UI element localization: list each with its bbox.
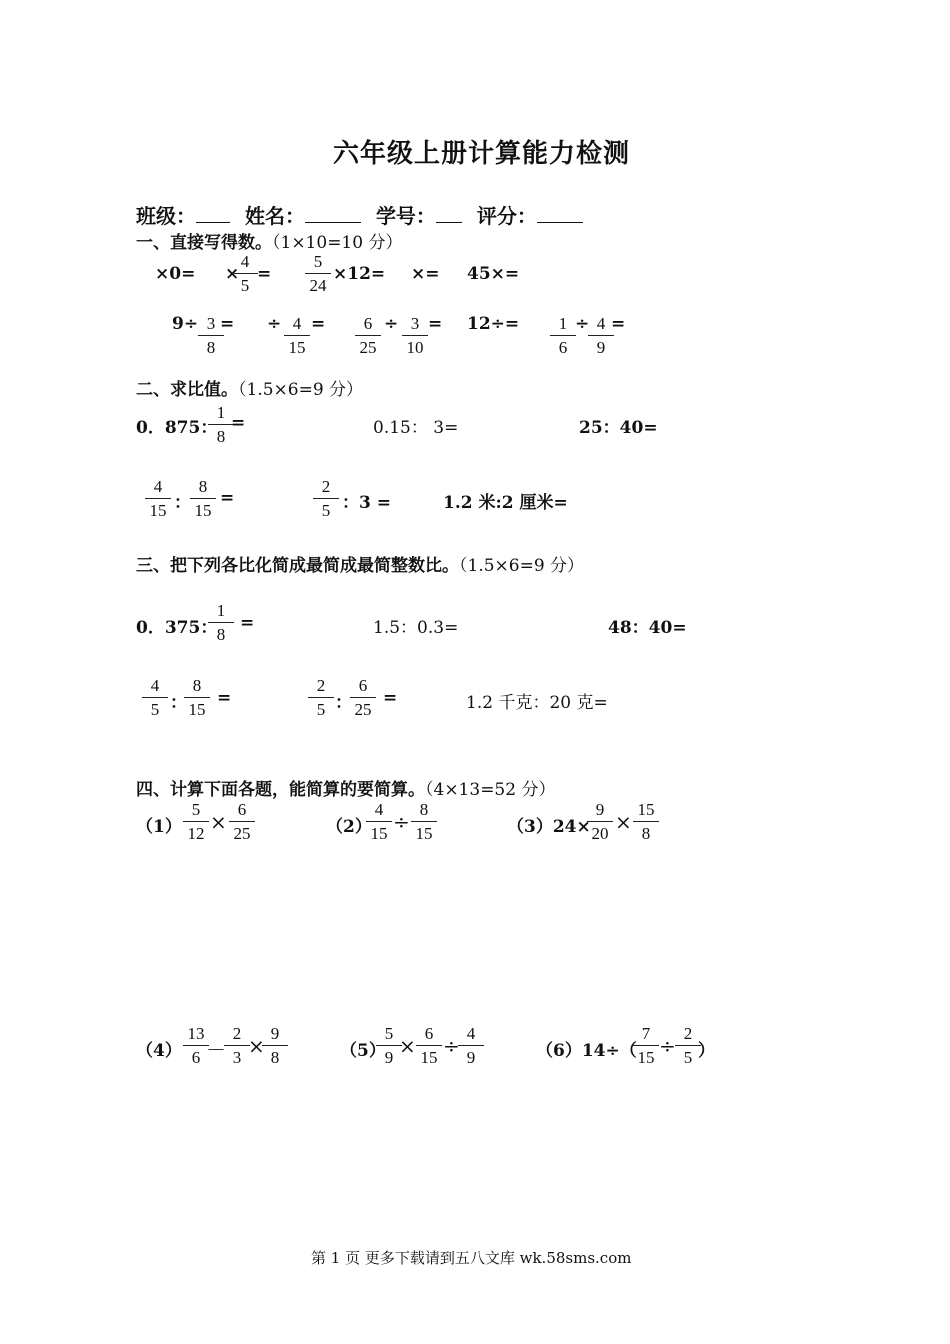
fraction: 15 8 [631,801,661,842]
fraction: 8 15 [182,677,212,718]
fraction: 2 3 [222,1025,252,1066]
s2-item-1: 0．875： [136,418,218,438]
section-2-points: （1.5×6=9 分） [238,380,364,400]
section-4-title: 四、计算下面各题，能简算的要简算。 [136,780,425,800]
fraction: 6 25 [353,315,383,356]
divide-op: ÷ [659,1034,676,1058]
problem-5-label: （5） [340,1041,386,1061]
s3-item-4-op: ： [170,693,187,713]
s1-item-6-eq: = [220,314,235,334]
fraction: 4 9 [456,1025,486,1066]
fraction: 4 15 [143,478,173,519]
fraction: 4 15 [282,315,312,356]
fraction: 1 8 [206,404,236,445]
s1-item-1: ×0= [155,264,196,284]
divide-op: ÷ [393,810,410,834]
fraction: 3 10 [400,315,430,356]
s1-item-5: 45×= [467,264,520,284]
problem-4-label: （4） [136,1041,182,1061]
fraction: 3 8 [196,315,226,356]
fraction: 5 12 [181,801,211,842]
s3-item-5-eq: = [383,688,398,708]
s3-item-1-eq: = [240,613,255,633]
fraction: 9 20 [585,801,615,842]
s2-item-6: 1.2 米:2 厘米= [443,493,568,513]
page-title: 六年级上册计算能力检测 [333,139,631,169]
fraction: 2 5 [306,677,336,718]
fraction: 6 25 [227,801,257,842]
fraction: 7 15 [631,1025,661,1066]
fraction: 4 15 [364,801,394,842]
problem-2-label: （2） [326,817,372,837]
s3-item-2: 1.5：0.3= [373,618,459,638]
fraction: 1 6 [548,315,578,356]
section-2-heading [136,375,363,400]
id-blank[interactable] [436,204,462,223]
s3-item-3: 48：40= [608,618,687,638]
problem-1-label: （1） [136,817,182,837]
s3-item-6: 1.2 千克：20 克= [466,693,608,713]
s2-item-4-op: ： [174,493,191,513]
minus-op: － [206,1038,226,1062]
s3-item-5-op: ： [335,693,352,713]
score-label: 评分： [476,204,537,228]
fraction: 4 5 [230,253,260,294]
problem-6-close: ） [698,1041,715,1061]
s2-item-1-eq: = [231,413,246,433]
fraction: 2 5 [673,1025,703,1066]
problem-3-label: （3）24× [507,817,591,837]
fraction: 4 5 [140,677,170,718]
s1-item-8-op: ÷ [384,314,399,334]
fraction: 2 5 [311,478,341,519]
section-4-heading [136,775,555,800]
fraction: 6 25 [348,677,378,718]
fraction: 5 9 [374,1025,404,1066]
fraction: 6 15 [414,1025,444,1066]
class-label: 班级： [136,204,196,228]
fraction: 9 8 [260,1025,290,1066]
times-op: × [248,1034,265,1058]
times-op: × [399,1034,416,1058]
page-footer: 第 1 页 更多下载请到五八文库 wk.58sms.com [311,1249,632,1267]
section-1-heading [136,228,402,253]
times-op: × [615,810,632,834]
divide-op: ÷ [443,1034,460,1058]
s1-item-8-eq: = [428,314,443,334]
s1-item-4: ×= [411,264,440,284]
times-op: × [210,810,227,834]
id-label: 学号： [375,204,436,228]
name-label: 姓名： [244,204,305,228]
section-1-title: 一、直接写得数。 [136,233,272,253]
fraction: 1 8 [206,602,236,643]
section-2-title: 二、求比值。 [136,380,238,400]
problem-6-label: （6）14÷（ [536,1041,637,1061]
fraction: 8 15 [188,478,218,519]
score-blank[interactable] [537,204,583,223]
s1-item-10-op: ÷ [575,314,590,334]
s3-item-4-eq: = [217,688,232,708]
fraction: 4 9 [586,315,616,356]
s1-item-9: 12÷= [467,314,520,334]
s1-item-2-eq: = [257,264,272,284]
section-1-points: （1×10=10 分） [272,233,403,253]
section-3-heading [136,551,584,576]
s1-item-7-eq: = [311,314,326,334]
s1-item-3: ×12= [333,264,386,284]
student-info-line [136,200,583,229]
s2-item-3: 25：40= [579,418,658,438]
s2-item-2: 0.15： 3= [373,418,459,438]
fraction: 13 6 [181,1025,211,1066]
s1-item-2-op: × [225,264,240,284]
s1-item-10-eq: = [611,314,626,334]
section-3-title: 三、把下列各比化简成最简成最简整数比。 [136,556,459,576]
class-blank[interactable] [196,204,230,223]
section-4-points: （4×13=52 分） [425,780,556,800]
s1-item-6-op: 9÷ [172,314,199,334]
fraction: 8 15 [409,801,439,842]
fraction: 5 24 [303,253,333,294]
section-3-points: （1.5×6=9 分） [459,556,585,576]
s1-item-7-op: ÷ [267,314,282,334]
s2-item-4-eq: = [220,488,235,508]
s3-item-1: 0．375： [136,618,218,638]
name-blank[interactable] [305,204,361,223]
s2-item-5: ：3 = [342,493,391,513]
